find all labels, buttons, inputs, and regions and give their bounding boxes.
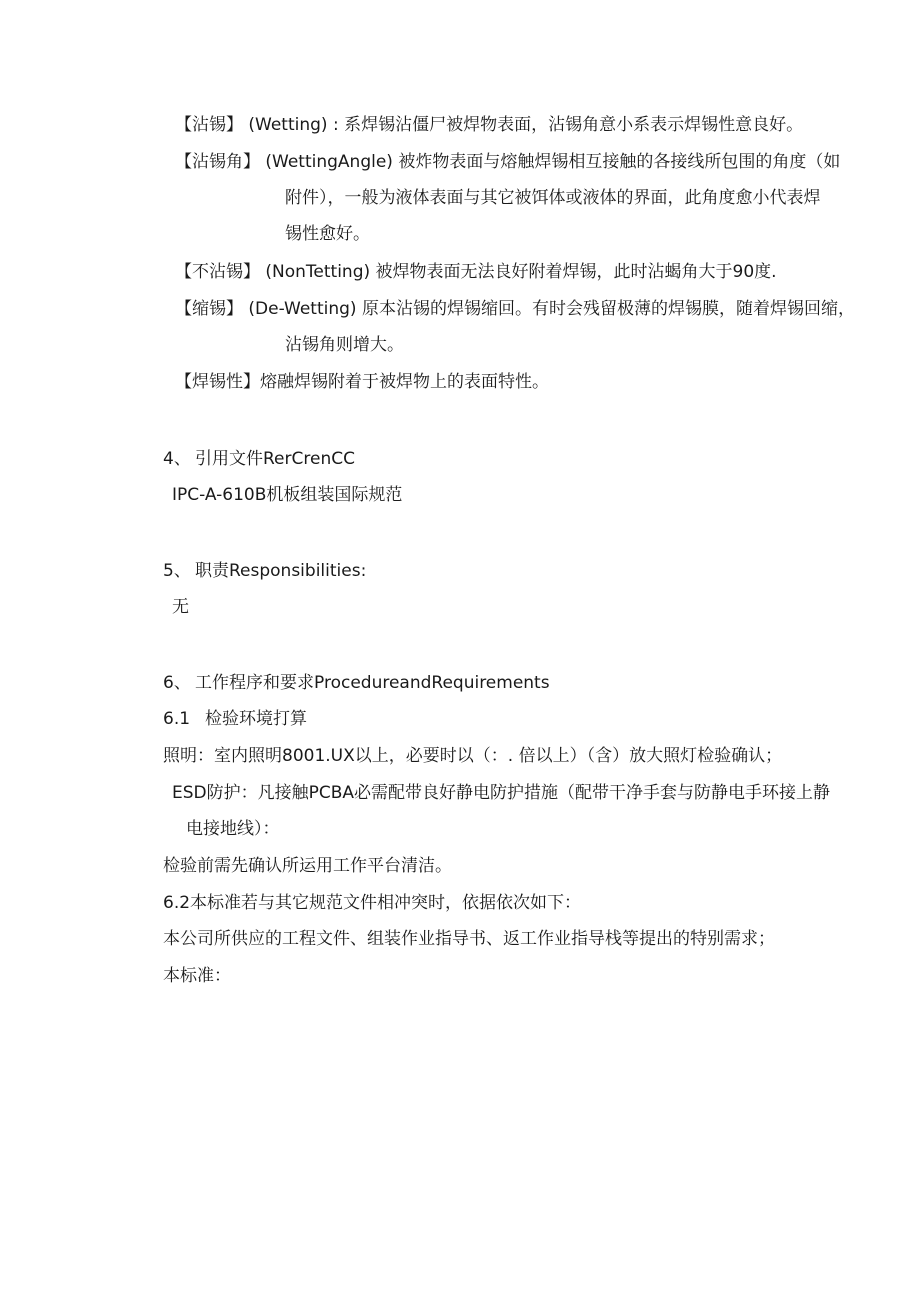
- section-4-content: IPC-A-610B机板组装国际规范: [172, 485, 403, 505]
- definition-wetting: [175, 107, 880, 143]
- definition-continuation: 沾锡角则增大。: [285, 335, 404, 355]
- subsection-6-2-heading: 6.2本标准若与其它规范文件相冲突时，依据依次如下：: [163, 893, 582, 913]
- esd-requirement-continuation: 电接地线）：: [186, 819, 280, 839]
- section-6-heading: [163, 665, 550, 701]
- esd-requirement: ESD防护：凡接触PCBA必需配带良好静电防护措施（配带干净手套与防静电手环接上静: [172, 783, 831, 803]
- definition-text: 【缩锡】 (De-Wetting) 原本沾锡的焊锡缩回。有时会残留极薄的焊锡膜，随着焊锡回缩，: [175, 299, 855, 319]
- definition-non-wetting: [175, 254, 880, 290]
- section-title: 工作程序和要求ProcedureandRequirements: [195, 673, 550, 693]
- subsection-number: 6.1: [163, 709, 191, 729]
- section-5-heading: [163, 553, 366, 589]
- workbench-clean-requirement: 检验前需先确认所运用工作平台清洁。: [163, 856, 452, 876]
- section-number: 5、: [163, 561, 191, 581]
- section-4-heading: [163, 441, 355, 477]
- priority-item-1: 本公司所供应的工程文件、组装作业指导书、返工作业指导栈等提出的特别需求；: [163, 929, 775, 949]
- subsection-6-1-heading: [163, 701, 307, 737]
- definition-text: 【不沾锡】 (NonTetting) 被焊物表面无法良好附着焊锡，此时沾蝎角大于90度.: [175, 262, 777, 282]
- section-number: 4、: [163, 449, 191, 469]
- definition-continuation: 锡性愈好。: [285, 224, 370, 244]
- definition-text: 【沾锡】 (Wetting) : 系焊锡沾僵尸被焊物表面，沾锡角意小系表示焊锡性意良好。: [175, 115, 804, 135]
- definition-wetting-angle: [175, 144, 880, 252]
- section-number: 6、: [163, 673, 191, 693]
- definition-text: 【焊锡性】熔融焊锡附着于被焊物上的表面特性。: [175, 372, 549, 392]
- section-title: 引用文件RerCrenCC: [195, 449, 355, 469]
- section-5-content: 无: [172, 597, 189, 617]
- definition-continuation: 附件），一般为液体表面与其它被饵体或液体的界面，此角度愈小代表焊: [285, 188, 821, 208]
- definition-text: 【沾锡角】 (WettingAngle) 被炸物表面与熔触焊锡相互接触的各接线所包围的角度（如: [175, 152, 841, 172]
- priority-item-2: 本标准：: [163, 966, 231, 986]
- subsection-title: 检验环境打算: [205, 709, 307, 729]
- section-title: 职责Responsibilities:: [195, 561, 367, 581]
- definition-de-wetting: [175, 291, 880, 363]
- lighting-requirement: 照明：室内照明8001.UX以上，必要时以（：. 倍以上）（含）放大照灯检验确认；: [163, 746, 783, 766]
- definition-solderability: [175, 364, 880, 400]
